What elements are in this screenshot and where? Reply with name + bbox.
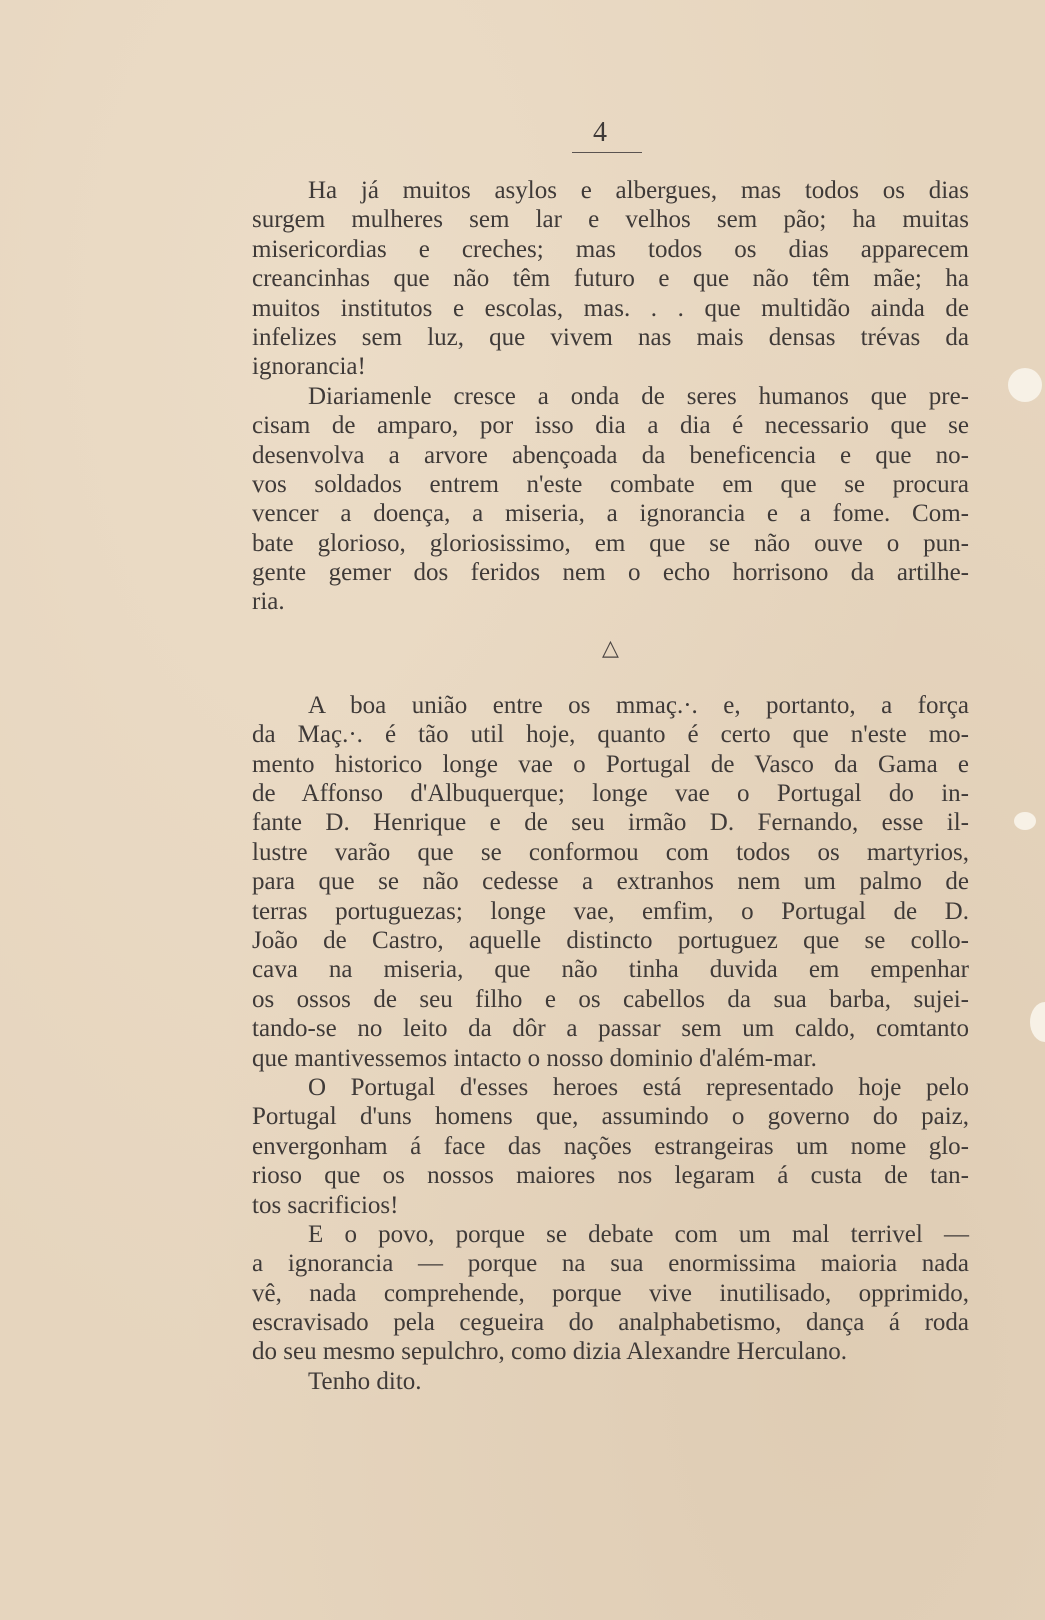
text-line: cisam de amparo, por isso dia a dia é necessario que se [252, 412, 969, 440]
text-line: vencer a doença, a miseria, a ignorancia e a fome. Com- [252, 500, 969, 528]
text-line: Portugal d'uns homens que, assumindo o governo do paiz, [252, 1103, 969, 1131]
text-line: surgem mulheres sem lar e velhos sem pão; ha muitas [252, 206, 969, 234]
text-line: escravisado pela cegueira do analphabetismo, dança á roda [252, 1309, 969, 1337]
text-line: vê, nada comprehende, porque vive inutilisado, opprimido, [252, 1279, 969, 1307]
page-number-rule [572, 152, 642, 153]
paragraph [252, 691, 969, 1073]
text-line: E o povo, porque se debate com um mal terrivel — [308, 1220, 969, 1248]
text-line: infelizes sem luz, que vivem nas mais densas trévas da [252, 323, 969, 351]
text-line: tando-se no leito da dôr a passar sem um caldo, comtanto [252, 1015, 969, 1043]
text-line: bate glorioso, gloriosissimo, em que se não ouve o pun- [252, 529, 969, 557]
text-line: mento historico longe vae o Portugal de Vasco da Gama e [252, 750, 969, 778]
text-line: misericordias e creches; mas todos os dias apparecem [252, 235, 969, 263]
paragraph [252, 1367, 969, 1396]
text-line: cava na miseria, que não tinha duvida em empenhar [252, 956, 969, 984]
text-line: os ossos de seu filho e os cabellos da sua barba, sujei- [252, 985, 969, 1013]
body-text [252, 176, 969, 1396]
text-line: rioso que os nossos maiores nos legaram á custa de tan- [252, 1162, 969, 1190]
paper-hole-mark [1014, 812, 1036, 830]
paragraph [252, 176, 969, 382]
text-line: creancinhas que não têm futuro e que não têm mãe; ha [252, 265, 969, 293]
text-line: Tenho dito. [308, 1367, 422, 1395]
text-line: Ha já muitos asylos e albergues, mas todos os dias [308, 177, 969, 204]
text-line: A boa união entre os mmaç.·. e, portanto, a força [308, 691, 969, 719]
text-line: desenvolva a arvore abençoada da beneficencia e que no- [252, 441, 969, 469]
text-line: tos sacrificios! [252, 1191, 399, 1219]
text-line: que mantivessemos intacto o nosso dominio d'além-mar. [252, 1044, 817, 1072]
text-line: ria. [252, 588, 285, 616]
paragraph [252, 1220, 969, 1367]
paper-hole-mark [1030, 1002, 1045, 1042]
text-line: de Affonso d'Albuquerque; longe vae o Portugal do in- [252, 780, 969, 808]
text-line: gente gemer dos feridos nem o echo horrisono da artilhe- [252, 559, 969, 587]
section-separator: △ [602, 634, 619, 660]
page-number: 4 [593, 117, 607, 148]
text-line: terras portuguezas; longe vae, emfim, o Portugal de D. [252, 897, 969, 925]
text-line: O Portugal d'esses heroes está representado hoje pelo [308, 1073, 969, 1101]
paragraph [252, 1073, 969, 1220]
paper-hole-mark [1008, 368, 1042, 402]
text-line: vos soldados entrem n'este combate em que se procura [252, 470, 969, 498]
text-line: a ignorancia — porque na sua enormissima maioria nada [252, 1250, 969, 1278]
text-line: Diariamenle cresce a onda de seres humanos que pre- [308, 382, 969, 410]
text-line: do seu mesmo sepulchro, como dizia Alexandre Herculano. [252, 1338, 847, 1366]
text-line: lustre varão que se conformou com todos os martyrios, [252, 838, 969, 866]
text-line: ignorancia! [252, 353, 366, 381]
text-line: muitos institutos e escolas, mas. . . que multidão ainda de [252, 294, 969, 322]
text-line: João de Castro, aquelle distincto portuguez que se collo- [252, 926, 969, 954]
text-line: envergonham á face das nações estrangeiras um nome glo- [252, 1132, 969, 1160]
text-line: da Maç.·. é tão util hoje, quanto é certo que n'este mo- [252, 721, 969, 749]
paragraph [252, 382, 969, 617]
text-line: fante D. Henrique e de seu irmão D. Fernando, esse il- [252, 809, 969, 837]
text-line: para que se não cedesse a extranhos nem um palmo de [252, 868, 969, 896]
